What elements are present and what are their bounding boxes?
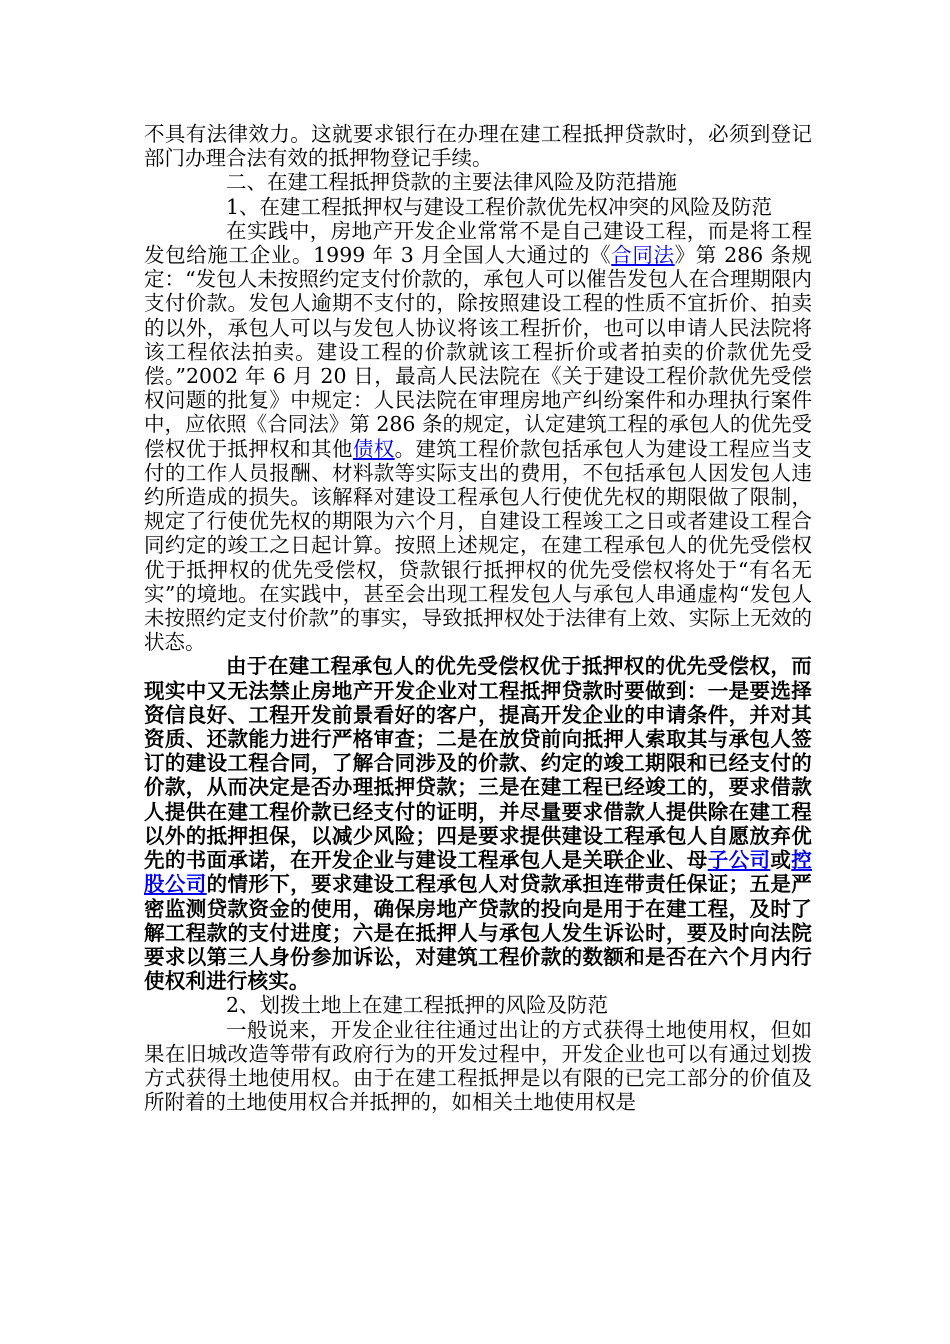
document-page (144, 122, 812, 1114)
paragraph-measures (144, 654, 812, 993)
paragraph-registration: 不具有法律效力。这就要求银行在办理在建工程抵押贷款时，必须到登记部门办理合法有效的抵押物登记手续。 (144, 122, 812, 171)
paragraph-measures-text-a: 由于在建工程承包人的优先受偿权优于抵押权的优先受偿权，而现实中又无法禁止房地产开发企业对工程抵押贷款时要做到：一是要选择资信良好、工程开发前景看好的客户，提高开发企业的申请条件，并对其资质、还款能力进行严格审查；二是在放贷前向抵押人索取其与承包人签订的建设工程合同，了解合同涉及的价款、约定的竣工期限和已经支付的价款，从而决定是否办理抵押贷款；三是在建工程已经竣工的，要求借款人提供在建工程价款已经支付的证明，并尽量要求借款人提供除在建工程以外的抵押担保，以减少风险；四是要求提供建设工程承包人自愿放弃优先的书面承诺，在开发企业与建设工程承包人是关联企业、母 (144, 654, 812, 873)
creditor-right-link[interactable]: 债权 (352, 436, 395, 461)
paragraph-practice-text-b: 》第 286 条规定：“发包人未按照约定支付价款的，承包人可以催告发包人在合理期限内支付价款。发包人逾期不支付的，除按照建设工程的性质不宜折价、拍卖的以外，承包人可以与发包人协议将该工程折价，也可以申请人民法院将该工程依法拍卖。建设工程的价款就该工程折价或者拍卖的价款优先受偿。”2002 年 6 月 20 日，最高人民法院在《关于建设工程价款优先受偿权问题的批复》中规定：人民法院在审理房地产纠纷案件和办理执行案件中，应依照《合同法》第 286 条的规定，认定建筑工程的承包人的优先受偿权优于抵押权和其他 (144, 243, 813, 461)
paragraph-measures-text-b: 的情形下，要求建设工程承包人对贷款承担连带责任保证；五是严密监测贷款资金的使用，确保房地产贷款的投向是用于在建工程，及时了解工程款的支付进度；六是在抵押人与承包人发生诉讼时，要及时向法院要求以第三人身份参加诉讼，对建筑工程价款的数额和是否在六个月内行使权利进行核实。 (144, 872, 812, 994)
subsection-heading-2: 2、划拨土地上在建工程抵押的风险及防范 (226, 993, 609, 1018)
section-heading-risks: 二、在建工程抵押贷款的主要法律风险及防范措施 (226, 170, 677, 195)
subsection-heading-1: 1、在建工程抵押权与建设工程价款优先权冲突的风险及防范 (226, 194, 773, 219)
paragraph-practice (144, 219, 812, 655)
paragraph-allocated-land: 一般说来，开发企业往往通过出让的方式获得土地使用权，但如果在旧城改造等带有政府行为的开发过程中，开发企业也可以有通过划拨方式获得土地使用权。由于在建工程抵押是以有限的已完工部分的价值及所附着的土地使用权合并抵押的，如相关土地使用权是 (144, 1017, 812, 1115)
paragraph-measures-text-mid: 或 (770, 848, 792, 873)
paragraph-practice-text-c: 。建筑工程价款包括承包人为建设工程应当支付的工作人员报酬、材料款等实际支出的费用，不包括承包人因发包人违约所造成的损失。该解释对建设工程承包人行使优先权的期限做了限制，规定了行使优先权的期限为六个月，自建设工程竣工之日或者建设工程合同约定的竣工之日起计算。按照上述规定，在建工程承包人的优先受偿权优于抵押权的优先受偿权，贷款银行抵押权的优先受偿权将处于“有名无实”的境地。在实践中，甚至会出现工程发包人与承包人串通虚构“发包人未按照约定支付价款”的事实，导致抵押权处于法律有上效、实际上无效的状态。 (144, 436, 813, 655)
holding-company-link[interactable]: 控股公司 (144, 848, 812, 897)
paragraph-practice-text-a: 在实践中，房地产开发企业常常不是自己建设工程，而是将工程发包给施工企业。1999 年 3 月全国人大通过的《 (144, 218, 812, 268)
subsidiary-link[interactable]: 子公司 (707, 848, 771, 873)
contract-law-link[interactable]: 合同法 (611, 243, 675, 268)
